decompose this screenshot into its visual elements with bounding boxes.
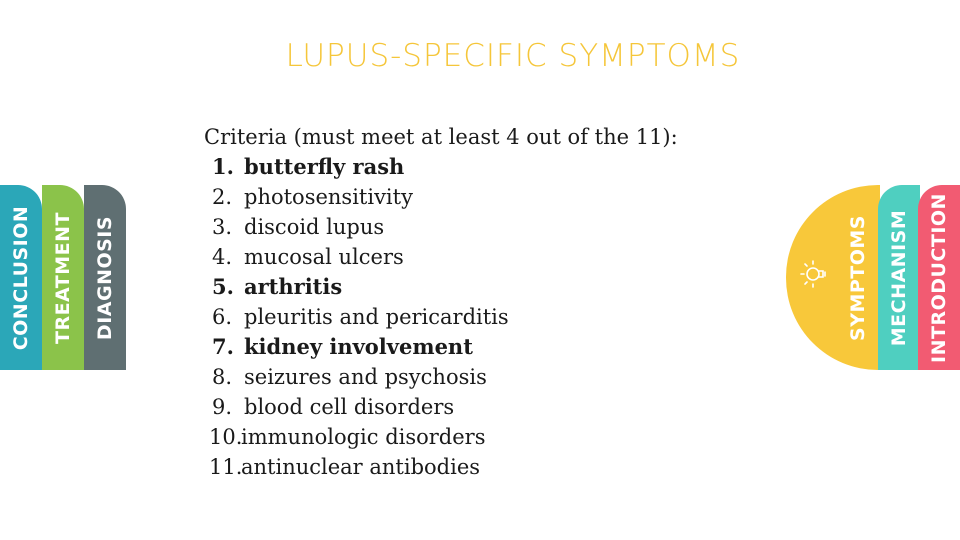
list-item bbox=[204, 332, 678, 362]
list-item bbox=[204, 302, 678, 332]
item-text: butterfly rash bbox=[244, 154, 405, 179]
item-text: blood cell disorders bbox=[244, 395, 455, 419]
list-item bbox=[204, 422, 678, 452]
item-text: arthritis bbox=[244, 274, 343, 299]
list-item bbox=[204, 212, 678, 242]
item-number: 6. bbox=[212, 305, 233, 329]
tab-introduction-label: INTRODUCTION bbox=[928, 192, 950, 363]
item-number: 1. bbox=[212, 154, 234, 179]
item-text: antinuclear antibodies bbox=[241, 455, 481, 479]
tab-mechanism-label: MECHANISM bbox=[888, 209, 910, 346]
item-text: immunologic disorders bbox=[241, 425, 486, 449]
tab-mechanism[interactable] bbox=[878, 185, 920, 370]
lightbulb-icon bbox=[798, 257, 832, 295]
list-item bbox=[204, 182, 678, 212]
list-item bbox=[204, 452, 678, 482]
item-text: kidney involvement bbox=[244, 334, 473, 359]
tab-conclusion-label: CONCLUSION bbox=[10, 205, 32, 350]
item-text: mucosal ulcers bbox=[244, 245, 404, 269]
tab-treatment[interactable] bbox=[42, 185, 84, 370]
tab-conclusion[interactable] bbox=[0, 185, 42, 370]
item-number: 9. bbox=[212, 395, 233, 419]
item-number: 2. bbox=[212, 185, 233, 209]
tab-diagnosis[interactable] bbox=[84, 185, 126, 370]
criteria-list bbox=[204, 122, 678, 482]
item-text: discoid lupus bbox=[244, 215, 385, 239]
page-title: LUPUS-SPECIFIC SYMPTOMS bbox=[285, 38, 741, 74]
tab-treatment-label: TREATMENT bbox=[52, 211, 74, 344]
item-number: 7. bbox=[212, 334, 234, 359]
item-number: 4. bbox=[212, 245, 233, 269]
list-item bbox=[204, 362, 678, 392]
list-item bbox=[204, 242, 678, 272]
tab-symptoms-label: SYMPTOMS bbox=[847, 214, 869, 341]
tab-diagnosis-label: DIAGNOSIS bbox=[94, 215, 116, 340]
item-number: 11. bbox=[209, 455, 243, 479]
item-number: 5. bbox=[212, 274, 234, 299]
item-number: 3. bbox=[212, 215, 233, 239]
item-number: 8. bbox=[212, 365, 233, 389]
item-text: photosensitivity bbox=[244, 185, 413, 209]
list-item bbox=[204, 152, 678, 182]
item-text: pleuritis and pericarditis bbox=[244, 305, 509, 329]
tab-introduction[interactable] bbox=[918, 185, 960, 370]
list-item bbox=[204, 392, 678, 422]
item-text: seizures and psychosis bbox=[244, 365, 487, 389]
criteria-intro: Criteria (must meet at least 4 out of the 11): bbox=[204, 125, 678, 149]
list-item bbox=[204, 272, 678, 302]
tab-symptoms[interactable] bbox=[786, 185, 880, 370]
item-number: 10. bbox=[209, 425, 243, 449]
